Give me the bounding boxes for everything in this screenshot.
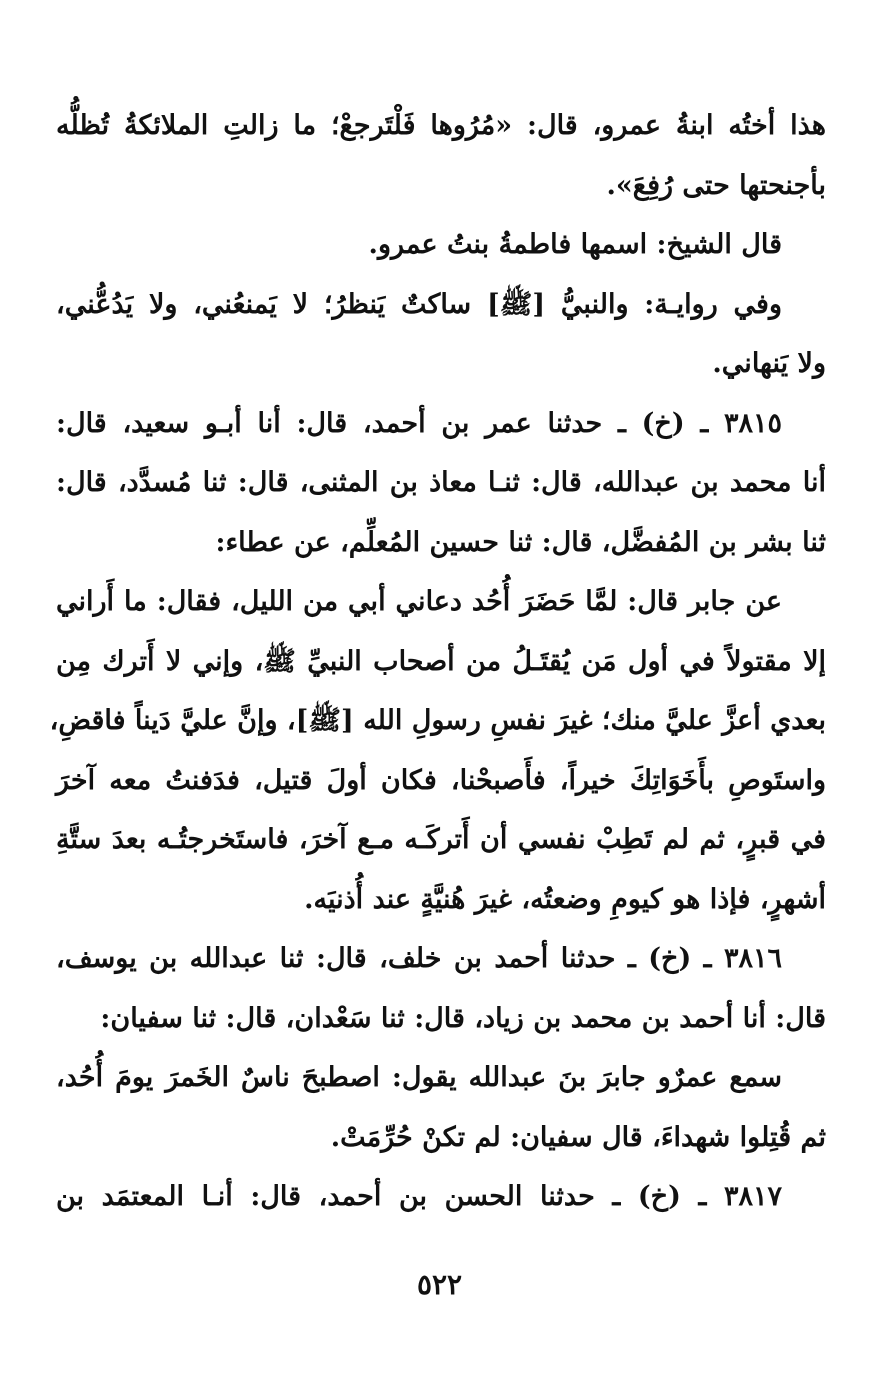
- hadith-3817-isnad: [56, 1167, 826, 1227]
- text-line: ٣٨١٥ ـ (خ) ـ حدثنا عمر بن أحمد، قال: أنا أبـو سعيد، قال:: [56, 407, 782, 439]
- text-line: هذا أختُه ابنةُ عمرو، قال: «مُرُوها فَلْتَرجعْ؛ ما زالتِ الملائكةُ تُظلُّه: [56, 110, 826, 141]
- paragraph-2: [56, 215, 826, 275]
- text-line: ولا يَنهاني.: [712, 348, 826, 379]
- text-line: ثنا بشر بن المُفضَّل، قال: ثنا حسين المُعلِّم، عن عطاء:: [215, 526, 826, 558]
- text-line: ٣٨١٧ ـ (خ) ـ حدثنا الحسن بن أحمد، قال: أنـا المعتمَد بن: [56, 1181, 782, 1212]
- text-line: ٣٨١٦ ـ (خ) ـ حدثنا أحمد بن خلف، قال: ثنا عبدالله بن يوسف،: [56, 943, 782, 974]
- text-line: وفي روايـة: والنبيُّ [ﷺ] ساكتٌ يَنظرُ؛ لا يَمنعُني، ولا يَدُعُّني،: [56, 288, 782, 320]
- text-line: بأجنحتها حتى رُفِعَ».: [606, 169, 826, 201]
- hadith-3815-matn-first: [56, 572, 826, 632]
- page-number: ٥٢٢: [416, 1268, 463, 1301]
- text-line: قال الشيخ: اسمها فاطمةُ بنتُ عمرو.: [368, 229, 782, 260]
- text-line: في قبرٍ، ثم لم تَطِبْ نفسي أن أَتركَـه مـع آخرَ، فاستَخرجتُـه بعدَ ستَّةِ: [56, 824, 826, 855]
- text-line: أشهرٍ، فإذا هو كيومِ وضعتُه، غيرَ هُنيَّةٍ عند أُذنيَه.: [304, 883, 826, 915]
- hadith-3815-isnad-first: [56, 394, 826, 454]
- text-line: قال: أنا أحمد بن محمد بن زياد، قال: ثنا سَعْدان، قال: ثنا سفيان:: [100, 1002, 826, 1034]
- paragraph-1: [56, 96, 826, 215]
- text-line: أنا محمد بن عبدالله، قال: ثنـا معاذ بن المثنى، قال: ثنا مُسدَّد، قال:: [56, 467, 826, 498]
- hadith-3816-isnad-first: [56, 929, 826, 989]
- hadith-3816-isnad: [56, 989, 826, 1049]
- paragraph-3: [56, 275, 826, 335]
- page-body: [49, 96, 826, 1227]
- hadith-3816-matn: [56, 1108, 826, 1168]
- text-line: إلا مقتولاً في أول مَن يُقتَـلُ من أصحاب النبيِّ ﷺ، وإني لا أَترك مِن: [56, 645, 826, 677]
- hadith-3815-isnad: [56, 453, 826, 572]
- text-line: واستَوصِ بأَخَوَاتِكَ خيراً، فأَصبحْنا، فكان أولَ قتيل، فدَفنتُ معه آخرَ: [56, 764, 826, 796]
- text-line: سمع عمرٌو جابرَ بنَ عبدالله يقول: اصطبحَ ناسٌ الخَمرَ يومَ أُحُد،: [56, 1062, 782, 1093]
- text-line: ثم قُتِلوا شهداءَ، قال سفيان: لم تكنْ حُرِّمَتْ.: [330, 1121, 826, 1153]
- paragraph-3-cont: [56, 334, 826, 394]
- hadith-3816-matn-first: [56, 1048, 826, 1108]
- hadith-3815-matn: [49, 632, 826, 930]
- text-line: عن جابر قال: لمَّا حَضَرَ أُحُد دعاني أبي من الليل، فقال: ما أَراني: [56, 586, 782, 617]
- text-line: بعدي أعزَّ عليَّ منك؛ غيرَ نفسِ رسولِ الله [ﷺ]، وإنَّ عليَّ دَيناً فاقضِ،: [49, 705, 826, 736]
